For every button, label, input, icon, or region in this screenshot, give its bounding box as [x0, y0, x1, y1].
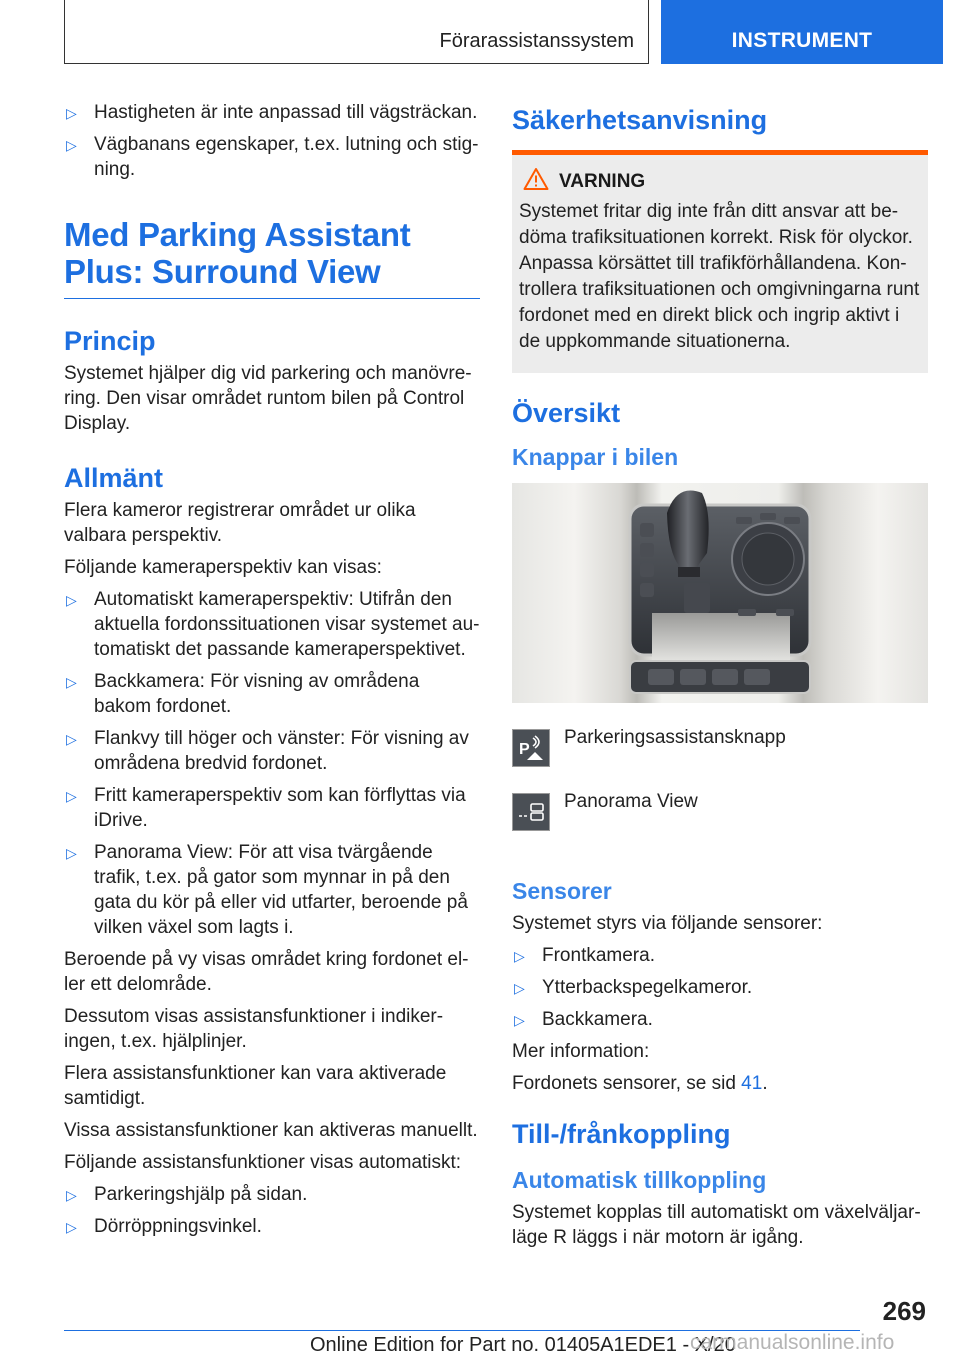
- footer-edition: Online Edition for Part no. 01405A1EDE1 - X/20: [310, 1334, 736, 1356]
- allmant-text: Flera kameror registrerar området ur olika valbara perspektiv.: [64, 500, 416, 546]
- list-item: ▷ Parkeringshjälp på sidan.: [64, 1182, 480, 1207]
- heading-toggle: Till-/frånkoppling: [512, 1119, 731, 1149]
- left-column: [64, 100, 480, 1246]
- list-item: ▷ Flankvy till höger och vänster: För visning av områdena bredvid fordonet.: [66, 728, 469, 774]
- paragraph: Följande assistansfunktioner visas automatiskt:: [64, 1152, 462, 1173]
- heading-sensors: Sensorer: [512, 878, 612, 904]
- list-item: ▷ Ytterbackspegelkameror.: [512, 975, 928, 1000]
- warning-triangle-icon: [523, 167, 549, 191]
- list-item: ▷ Backkamera: För visning av områdena bakom fordonet.: [66, 671, 420, 717]
- list-item: ▷ Panorama View: För att visa tvärgående trafik, t.ex. på gator som mynnar in på den gata du kör på eller vid utfarter, beroende på vilken växel som lagts i.: [66, 842, 468, 938]
- bullet-triangle-icon: ▷: [66, 845, 77, 861]
- paragraph: Vissa assistansfunktioner kan aktiveras manuellt.: [64, 1120, 478, 1141]
- heading-buttons: Knappar i bilen: [512, 444, 679, 470]
- more-info: Mer information:: [512, 1041, 650, 1062]
- sensors-reference: Fordonets sensorer, se sid 41.: [512, 1073, 768, 1094]
- bullet-triangle-icon: ▷: [66, 592, 77, 608]
- bullet-triangle-icon: ▷: [66, 1187, 77, 1203]
- list-item: ▷ Backkamera.: [512, 1007, 928, 1032]
- heading-overview: Översikt: [512, 398, 621, 428]
- panorama-view-label: Panorama View: [564, 791, 698, 812]
- sensors-intro: Systemet styrs via följande sensorer:: [512, 913, 823, 934]
- footer-watermark: carmanualsonline.info: [690, 1331, 895, 1354]
- list-item: ▷ Hastigheten är inte anpassad till vägsträckan.: [64, 100, 480, 125]
- perspective-intro: Följande kameraperspektiv kan visas:: [64, 557, 382, 578]
- page-reference-link[interactable]: 41: [741, 1073, 763, 1094]
- header-chapter-label: INSTRUMENT: [731, 29, 873, 52]
- list-item: ▷ Fritt kameraperspektiv som kan förflyttas via iDrive.: [66, 785, 466, 831]
- parking-assist-button-icon: [512, 729, 550, 767]
- bullet-triangle-icon: ▷: [514, 1012, 525, 1028]
- section-title: Med Parking Assistant Plus: Surround View: [64, 216, 480, 299]
- bullet-triangle-icon: ▷: [66, 731, 77, 747]
- button-legend-panorama: [512, 789, 928, 831]
- list-item: ▷ Automatiskt kameraperspektiv: Utifrån den aktuella fordonssituationen visar systemet au-tomatiskt det passande kameraperspektivet.: [66, 589, 480, 660]
- panorama-view-button-icon: [512, 793, 550, 831]
- heading-princip: Princip: [64, 326, 156, 356]
- center-console-photo: [512, 483, 928, 703]
- list-item: ▷ Dörröppningsvinkel.: [64, 1214, 480, 1239]
- warning-box: [512, 150, 928, 373]
- warning-title: VARNING: [559, 171, 920, 193]
- bullet-triangle-icon: ▷: [66, 105, 77, 121]
- header-chapter-tab[interactable]: [661, 0, 943, 64]
- heading-safety: Säkerhetsanvisning: [512, 105, 768, 135]
- heading-allmant: Allmänt: [64, 463, 164, 493]
- paragraph: Dessutom visas assistansfunktioner i indiker-ingen, t.ex. hjälplinjer.: [64, 1006, 444, 1052]
- right-column: [512, 100, 928, 1257]
- svg-text:P: P: [519, 741, 530, 758]
- list-item: ▷ Vägbanans egenskaper, t.ex. lutning och stig-ning.: [66, 134, 479, 180]
- paragraph: Flera assistansfunktioner kan vara aktiverade samtidigt.: [64, 1063, 447, 1109]
- bullet-triangle-icon: ▷: [66, 1219, 77, 1235]
- header-section-label: Förarassistanssystem: [439, 30, 634, 52]
- bullet-triangle-icon: ▷: [514, 948, 525, 964]
- auto-on-text: Systemet kopplas till automatiskt om växelväljar-läge R läggs i när motorn är igång.: [512, 1202, 921, 1248]
- list-item: ▷ Frontkamera.: [512, 943, 928, 968]
- heading-auto-on: Automatisk tillkoppling: [512, 1167, 767, 1193]
- bullet-triangle-icon: ▷: [66, 137, 77, 153]
- header-section-tab[interactable]: [64, 0, 649, 64]
- princip-text: Systemet hjälper dig vid parkering och manövre-ring. Den visar området runtom bilen på Control Display.: [64, 363, 472, 434]
- paragraph: Beroende på vy visas området kring fordonet el-ler ett delområde.: [64, 949, 469, 995]
- page-number: 269: [882, 1296, 926, 1326]
- bullet-triangle-icon: ▷: [66, 788, 77, 804]
- center-console-illustration: [512, 483, 928, 703]
- bullet-triangle-icon: ▷: [66, 674, 77, 690]
- bullet-triangle-icon: ▷: [514, 980, 525, 996]
- parking-assist-label: Parkeringsassistansknapp: [564, 727, 786, 748]
- warning-text: Systemet fritar dig inte från ditt ansvar att be-döma trafiksituationen korrekt. Risk för olyckor. Anpassa körsättet till trafikförhållandena. Kon-trollera trafiksituationen och omgivningarna runt fordonet med en direkt blick och ingrip aktivt i de uppkommande situationerna.: [519, 201, 920, 352]
- button-legend-parking: [512, 725, 928, 767]
